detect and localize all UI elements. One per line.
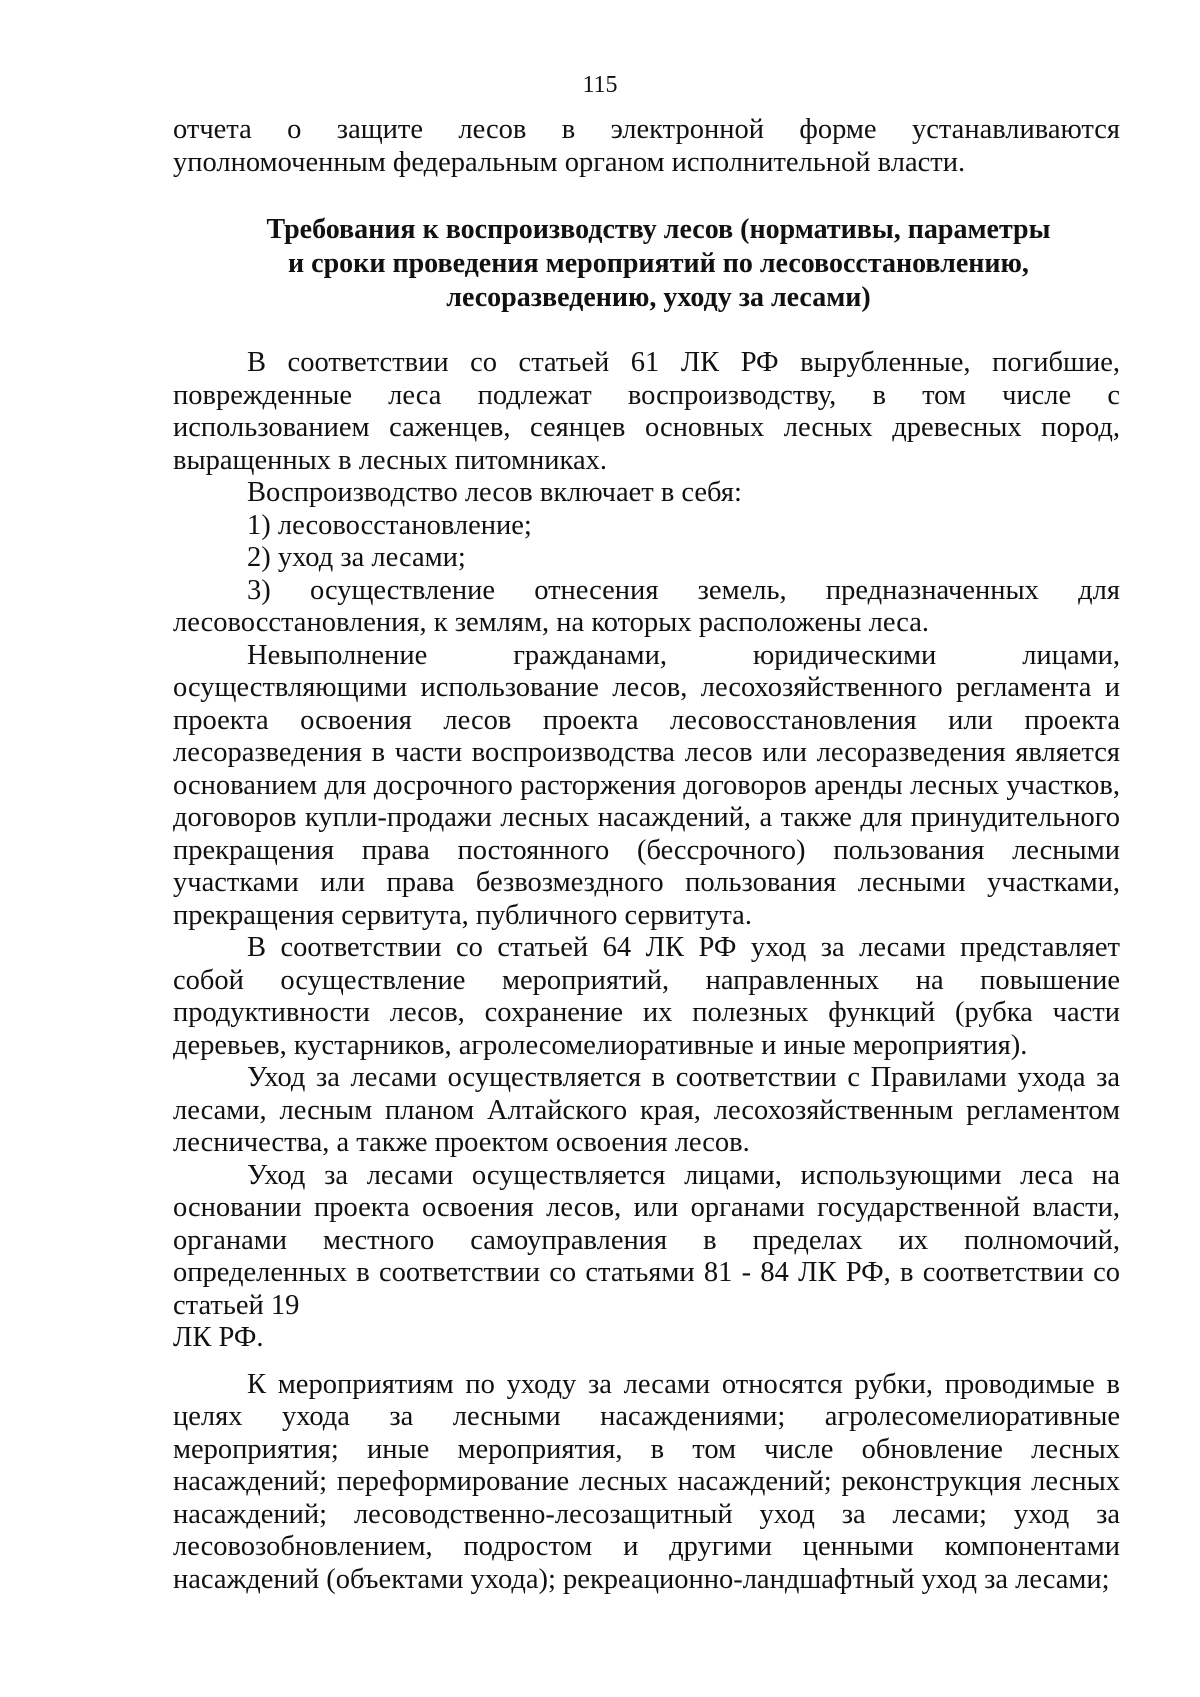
list-item-1: 1) лесовосстановление;	[247, 509, 532, 541]
paragraph-care-measures: К мероприятиям по уходу за лесами относятся рубки, проводимые в целях ухода за лесными насаждениями; агролесомелиоративные мероприятия; иные мероприятия, в том числе обновление лесных насаждений; переформирование лесных насаждений; реконструкция лесных насаждений; лесоводственно-лесозащитный уход за лесами; уход за лесовозобновлением, подростом и другими ценными компонентами насаждений (объектами ухода); рекреационно-ландшафтный уход за лесами;	[173, 1368, 1120, 1595]
paragraph-non-compliance: Невыполнение гражданами, юридическими лицами, осуществляющими использование лесов, лесохозяйственного регламента и проекта освоения лесов проекта лесовосстановления или проекта лесоразведения в части воспроизводства лесов или лесоразведения является основанием для досрочного расторжения договоров аренды лесных участков, договоров купли-продажи лесных насаждений, а также для принудительного прекращения права постоянного (бессрочного) пользования лесными участками или права безвозмездного пользования лесными участками, прекращения сервитута, публичного сервитута.	[173, 639, 1120, 931]
paragraph-care-actors: Уход за лесами осуществляется лицами, использующими леса на основании проекта освоения лесов, или органами государственной власти, органами местного самоуправления в пределах их полномочий, определенных в соответствии со статьями 81 - 84 ЛК РФ, в соответствии со статьей 19	[173, 1159, 1120, 1321]
list-item-3: 3) осуществление отнесения земель, предназначенных для лесовосстановления, к землям, на которых расположены леса.	[173, 574, 1120, 638]
section-heading-line-2: и сроки проведения мероприятий по лесовосстановлению,	[288, 248, 1029, 279]
paragraph-reproduction-includes: Воспроизводство лесов включает в себя:	[247, 477, 742, 508]
paragraph-article-64: В соответствии со статьей 64 ЛК РФ уход за лесами представляет собой осуществление мероприятий, направленных на повышение продуктивности лесов, сохранение их полезных функций (рубка части деревьев, кустарников, агролесомелиоративные и иные мероприятия).	[173, 932, 1120, 1061]
paragraph-care-rules: Уход за лесами осуществляется в соответствии с Правилами ухода за лесами, лесным планом Алтайского края, лесохозяйственным регламентом лесничества, а также проектом освоения лесов.	[173, 1062, 1120, 1158]
paragraph-article-61: В соответствии со статьей 61 ЛК РФ вырубленные, погибшие, поврежденные леса подлежат воспроизводству, в том числе с использованием саженцев, сеянцев основных лесных древесных пород, выращенных в лесных питомниках.	[173, 347, 1120, 476]
paragraph-gap	[173, 1355, 1120, 1369]
paragraph-care-actors-tail: ЛК РФ.	[173, 1322, 264, 1353]
section-heading-line-1: Требования к воспроизводству лесов (нормативы, параметры	[266, 214, 1051, 245]
list-item-2: 2) уход за лесами;	[247, 542, 466, 573]
page-number: 115	[582, 72, 618, 98]
intro-paragraph: отчета о защите лесов в электронной форме устанавливаются уполномоченным федеральным органом исполнительной власти.	[173, 114, 1120, 178]
document-body	[173, 114, 1120, 1596]
section-heading-line-3: лесоразведению, уходу за лесами)	[446, 282, 871, 313]
section-heading	[173, 213, 1120, 315]
